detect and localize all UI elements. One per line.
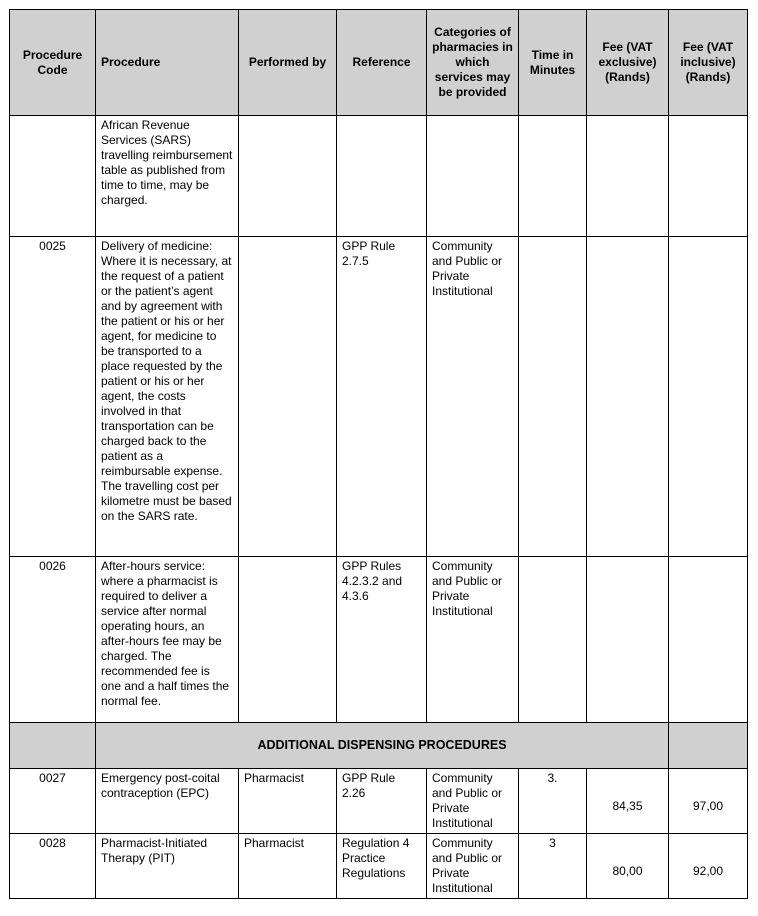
cell-time: 3 xyxy=(519,834,587,899)
header-procedure: Procedure xyxy=(96,10,239,116)
cell-performed-by: Pharmacist xyxy=(239,769,337,834)
procedure-fee-table xyxy=(9,9,748,899)
header-categories: Categories of pharmacies in which services may be provided xyxy=(427,10,519,116)
cell-procedure: African Revenue Services (SARS) travelling reimbursement table as published from time to time, may be charged. xyxy=(96,116,239,237)
cell-fee-incl xyxy=(669,237,748,557)
cell-time xyxy=(519,237,587,557)
cell-fee-incl xyxy=(669,557,748,723)
header-fee-incl: Fee (VAT inclusive) (Rands) xyxy=(669,10,748,116)
cell-reference: GPP Rule 2.26 xyxy=(337,769,427,834)
table-row xyxy=(10,116,748,237)
table-row xyxy=(10,237,748,557)
section-title: ADDITIONAL DISPENSING PROCEDURES xyxy=(96,723,669,769)
cell-fee-incl: 97,00 xyxy=(669,769,748,834)
section-row xyxy=(10,723,748,769)
cell-reference xyxy=(337,116,427,237)
header-time: Time in Minutes xyxy=(519,10,587,116)
cell-fee-excl xyxy=(587,237,669,557)
cell-reference: Regulation 4 Practice Regulations xyxy=(337,834,427,899)
table-row xyxy=(10,769,748,834)
cell-procedure: Pharmacist-Initiated Therapy (PIT) xyxy=(96,834,239,899)
cell-reference: GPP Rule 2.7.5 xyxy=(337,237,427,557)
cell-categories: Community and Public or Private Institutional xyxy=(427,237,519,557)
table-row xyxy=(10,557,748,723)
cell-code: 0025 xyxy=(10,237,96,557)
header-performed-by: Performed by xyxy=(239,10,337,116)
cell-time xyxy=(519,557,587,723)
cell-time xyxy=(519,116,587,237)
cell-code: 0027 xyxy=(10,769,96,834)
cell-fee-excl: 84,35 xyxy=(587,769,669,834)
cell-performed-by xyxy=(239,557,337,723)
cell-time: 3. xyxy=(519,769,587,834)
cell-procedure: After-hours service: where a pharmacist is required to deliver a service after normal operating hours, an after-hours fee may be charged. The recommended fee is one and a half times the normal fee. xyxy=(96,557,239,723)
cell-procedure: Emergency post-coital contraception (EPC) xyxy=(96,769,239,834)
cell-categories: Community and Public or Private Institutional xyxy=(427,769,519,834)
header-row xyxy=(10,10,748,116)
cell-procedure: Delivery of medicine: Where it is necessary, at the request of a patient or the patient’s agent and by agreement with the patient or his or her agent, for medicine to be transported to a place requested by the patient or his or her agent, the costs involved in that transportation can be charged back to the patient as a reimbursable expense. The travelling cost per kilometre must be based on the SARS rate. xyxy=(96,237,239,557)
cell-categories: Community and Public or Private Institutional xyxy=(427,557,519,723)
cell-fee-excl: 80,00 xyxy=(587,834,669,899)
cell-reference: GPP Rules 4.2.3.2 and 4.3.6 xyxy=(337,557,427,723)
cell-code: 0026 xyxy=(10,557,96,723)
cell-fee-excl xyxy=(587,116,669,237)
header-code: Procedure Code xyxy=(10,10,96,116)
table-row xyxy=(10,834,748,899)
cell-categories xyxy=(427,116,519,237)
header-reference: Reference xyxy=(337,10,427,116)
cell-fee-incl: 92,00 xyxy=(669,834,748,899)
cell-performed-by xyxy=(239,237,337,557)
cell-code: 0028 xyxy=(10,834,96,899)
section-blank-left xyxy=(10,723,96,769)
cell-performed-by xyxy=(239,116,337,237)
cell-fee-incl xyxy=(669,116,748,237)
cell-performed-by: Pharmacist xyxy=(239,834,337,899)
header-fee-excl: Fee (VAT exclusive) (Rands) xyxy=(587,10,669,116)
cell-code xyxy=(10,116,96,237)
cell-fee-excl xyxy=(587,557,669,723)
section-blank-right xyxy=(669,723,748,769)
cell-categories: Community and Public or Private Institutional xyxy=(427,834,519,899)
